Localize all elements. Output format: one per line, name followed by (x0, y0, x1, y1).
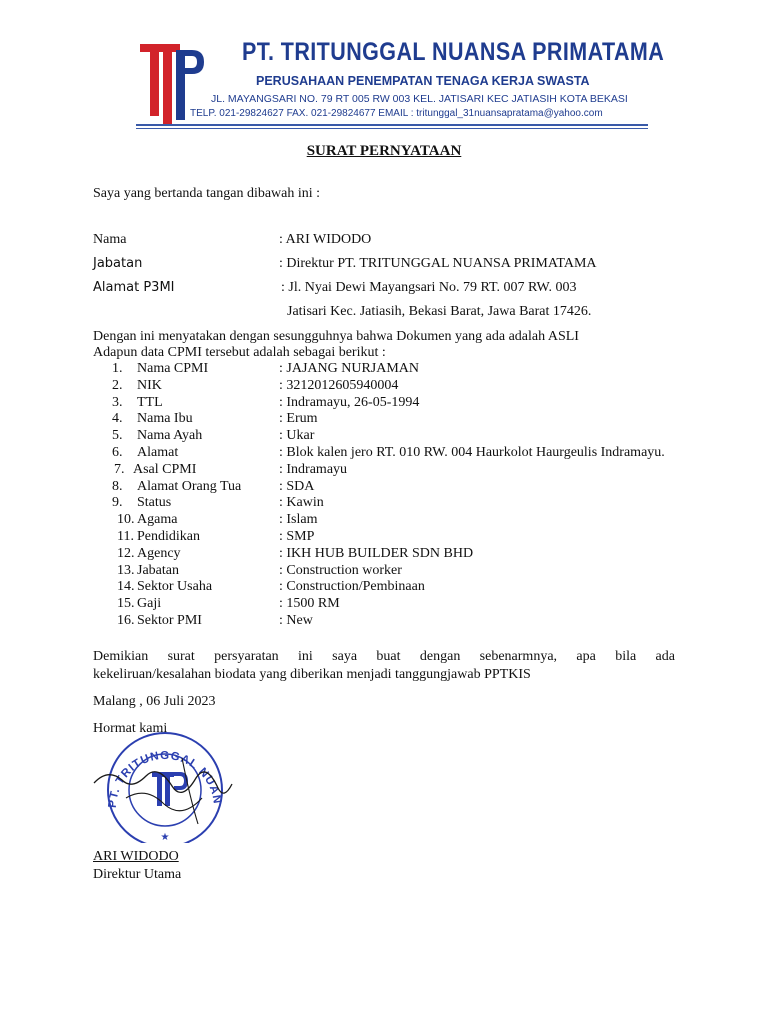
closing-paragraph (93, 648, 675, 684)
list-item (93, 512, 733, 529)
item-label: Status (137, 495, 172, 511)
item-value: : Kawin (279, 495, 324, 511)
item-number: 3. (112, 394, 123, 410)
item-value: : Erum (279, 411, 318, 427)
list-item (93, 495, 733, 512)
item-label: Sektor Usaha (137, 579, 213, 595)
item-value: : Construction/Pembinaan (279, 579, 425, 595)
item-number: 6. (112, 444, 123, 460)
closing-line-1: Demikian surat persyaratan ini saya buat dengan sebenarmnya, apa bila ada (93, 649, 675, 664)
item-number: 11. (117, 528, 134, 544)
item-value: : Indramayu (279, 461, 348, 477)
header-divider (136, 124, 648, 126)
item-value: : Construction worker (279, 562, 402, 578)
list-item (93, 395, 733, 412)
list-item (93, 529, 733, 546)
company-address: JL. MAYANGSARI NO. 79 RT 005 RW 003 KEL. JATISARI KEC JATIASIH KOTA BEKASI (211, 93, 628, 105)
closing-line-2: kekeliruan/kesalahan biodata yang diberikan menjadi tanggungjawab PPTKIS (93, 667, 531, 682)
document-title: SURAT PERNYATAAN (306, 143, 462, 159)
list-item (93, 579, 733, 596)
company-contact: TELP. 021-29824627 FAX. 021-29824677 EMAIL : tritunggal_31nuansapratama@yahoo.com (190, 108, 603, 119)
stamp-text: PT. TRITUNGGAL NUAN (106, 749, 224, 809)
item-value: : Blok kalen jero RT. 010 RW. 004 Haurkolot Haurgeulis Indramayu. (279, 444, 665, 460)
item-value: : IKH HUB BUILDER SDN BHD (279, 545, 474, 561)
item-number: 15. (117, 596, 135, 612)
list-item (93, 378, 733, 395)
list-item (93, 428, 733, 445)
item-value: : Ukar (279, 428, 315, 444)
cpmi-data-list (93, 361, 733, 630)
signer-address-label: Alamat P3MI (93, 280, 175, 295)
item-number: 13. (117, 562, 135, 578)
item-label: NIK (137, 377, 162, 393)
statement-original: Dengan ini menyatakan dengan sesungguhnya bahwa Dokumen yang ada adalah ASLI (93, 329, 579, 344)
item-label: Alamat Orang Tua (137, 478, 242, 494)
signer-name-label: Nama (93, 232, 127, 247)
item-label: Nama CPMI (137, 361, 209, 376)
signer-address-value-2: Jatisari Kec. Jatiasih, Bekasi Barat, Jawa Barat 17426. (287, 304, 592, 319)
signer-position-value: : Direktur PT. TRITUNGGAL NUANSA PRIMATAMA (279, 256, 597, 271)
item-value: : SMP (279, 528, 315, 544)
list-item (93, 479, 733, 496)
signer-name-value: : ARI WIDODO (279, 232, 372, 247)
place-date: Malang , 06 Juli 2023 (93, 694, 216, 709)
item-number: 4. (112, 411, 123, 427)
item-value: : Islam (279, 512, 318, 528)
item-number: 1. (112, 361, 123, 376)
item-label: Agency (137, 545, 181, 561)
header-divider-thin (136, 128, 648, 129)
item-number: 12. (117, 545, 135, 561)
item-label: TTL (137, 394, 163, 410)
signer-address-value-1: : Jl. Nyai Dewi Mayangsari No. 79 RT. 007 RW. 003 (281, 280, 577, 295)
regards-text: Hormat kami (93, 721, 168, 736)
item-label: Nama Ayah (137, 428, 203, 444)
company-subtitle: PERUSAHAAN PENEMPATAN TENAGA KERJA SWASTA (256, 74, 590, 88)
list-item (93, 462, 733, 479)
item-value: : SDA (279, 478, 315, 494)
list-item (93, 546, 733, 563)
item-value: : JAJANG NURJAMAN (279, 361, 420, 376)
item-number: 8. (112, 478, 123, 494)
item-label: Agama (137, 512, 178, 528)
signatory-title: Direktur Utama (93, 867, 182, 882)
item-label: Alamat (137, 444, 179, 460)
list-item (93, 361, 733, 378)
item-label: Gaji (137, 596, 162, 612)
item-value: : Indramayu, 26-05-1994 (279, 394, 420, 410)
item-number: 2. (112, 377, 123, 393)
signer-position-label: Jabatan (93, 256, 143, 271)
item-label: Nama Ibu (137, 411, 193, 427)
item-value: : New (279, 612, 313, 628)
signatory-name: ARI WIDODO (93, 849, 179, 864)
item-number: 9. (112, 495, 123, 511)
item-label: Sektor PMI (137, 612, 202, 628)
item-number: 14. (117, 579, 135, 595)
company-stamp (86, 728, 236, 843)
list-item (93, 445, 733, 462)
item-number: 10. (117, 512, 135, 528)
item-number: 7. (114, 461, 125, 477)
item-label: Asal CPMI (133, 461, 197, 477)
list-item (93, 613, 733, 630)
item-label: Pendidikan (137, 528, 200, 544)
item-value: : 1500 RM (279, 596, 340, 612)
company-name: PT. TRITUNGGAL NUANSA PRIMATAMA (242, 38, 665, 66)
statement-data-intro: Adapun data CPMI tersebut adalah sebagai berikut : (93, 345, 386, 360)
item-number: 16. (117, 612, 135, 628)
intro-text: Saya yang bertanda tangan dibawah ini : (93, 186, 321, 201)
list-item (93, 563, 733, 580)
list-item (93, 411, 733, 428)
item-number: 5. (112, 428, 123, 444)
list-item (93, 596, 733, 613)
svg-text:★: ★ (160, 832, 170, 843)
item-value: : 3212012605940004 (279, 377, 399, 393)
item-label: Jabatan (137, 562, 179, 578)
